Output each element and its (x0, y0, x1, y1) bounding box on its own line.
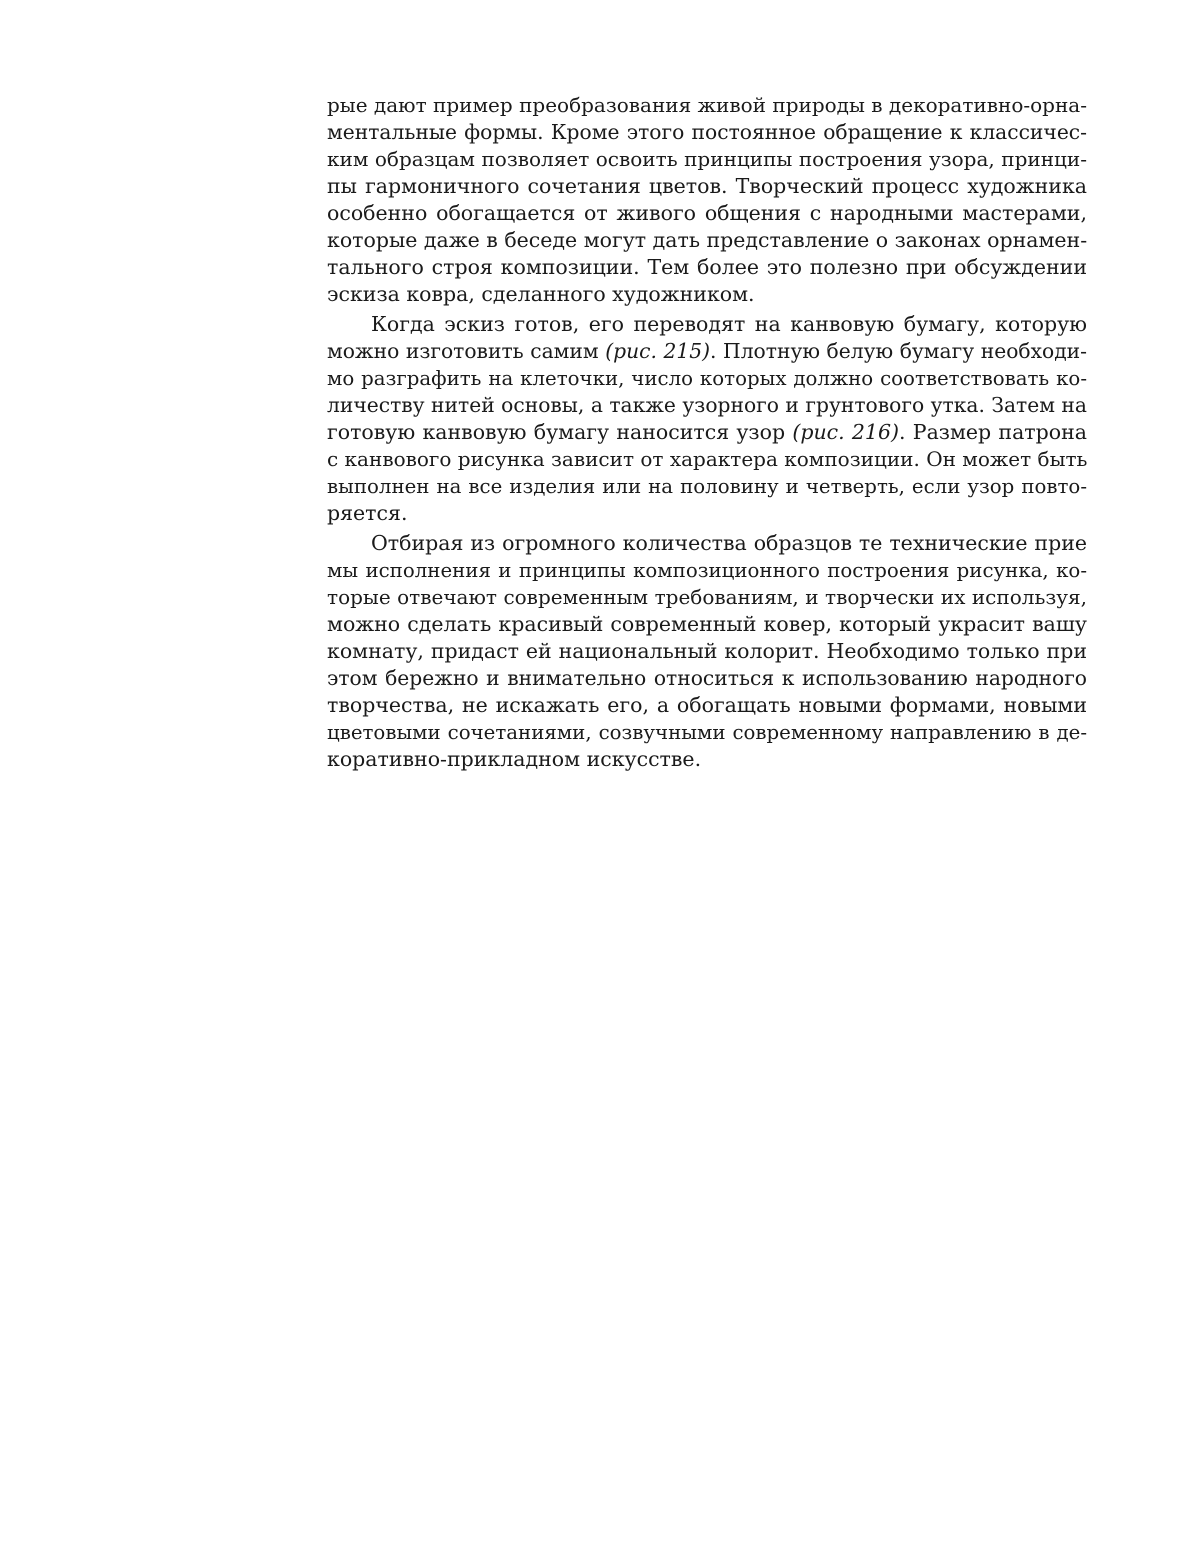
text-line: мо разграфить на клеточки, число которых должно соответствовать ко- (327, 367, 1087, 390)
paragraph-1 (327, 92, 1087, 308)
text-segment: . Размер патрона (899, 420, 1087, 444)
text-line: тального строя композиции. Тем более это полезно при обсуждении (327, 255, 1087, 279)
text-line: этом бережно и внимательно относиться к использованию народного (327, 666, 1087, 690)
text-line-with-figure-ref (327, 338, 1087, 365)
text-segment: можно изготовить самим (327, 339, 599, 363)
text-line: торые отвечают современным требованиям, и творчески их используя, (327, 585, 1087, 609)
text-line: Отбирая из огромного количества образцов те технические прие (371, 531, 1087, 555)
figure-reference: (рис. 215) (605, 339, 711, 363)
text-line: Когда эскиз готов, его переводят на канвовую бумагу, которую (371, 312, 1087, 336)
text-line: можно сделать красивый современный ковер, который украсит вашу (327, 612, 1087, 636)
text-line: с канвового рисунка зависит от характера композиции. Он может быть (327, 447, 1087, 471)
paragraph-2 (327, 311, 1087, 527)
text-line: комнату, придаст ей национальный колорит. Необходимо только при (327, 639, 1087, 663)
text-line: выполнен на все изделия или на половину и четверть, если узор повто- (327, 475, 1087, 498)
text-line: творчества, не искажать его, а обогащать новыми формами, новыми (327, 693, 1087, 717)
text-line: особенно обогащается от живого общения с народными мастерами, (327, 201, 1087, 225)
body-text (327, 92, 1087, 773)
text-line: цветовыми сочетаниями, созвучными современному направлению в де- (327, 721, 1087, 744)
text-line-with-figure-ref (327, 419, 1087, 446)
text-line: которые даже в беседе могут дать представление о законах орнамен- (327, 228, 1087, 252)
figure-reference: (рис. 216) (792, 420, 900, 444)
text-line: ким образцам позволяет освоить принципы построения узора, принци- (327, 147, 1087, 171)
text-line: ментальные формы. Кроме этого постоянное обращение к классичес- (327, 120, 1087, 144)
text-segment: готовую канвовую бумагу наносится узор (327, 420, 786, 444)
text-line: коративно-прикладном искусстве. (327, 747, 702, 771)
text-line: рые дают пример преобразования живой природы в декоративно-орна- (327, 93, 1087, 117)
text-line: личеству нитей основы, а также узорного и грунтового утка. Затем на (327, 393, 1087, 417)
text-line: мы исполнения и принципы композиционного построения рисунка, ко- (327, 559, 1087, 582)
text-line: ряется. (327, 501, 408, 525)
text-line: эскиза ковра, сделанного художником. (327, 282, 755, 306)
text-line: пы гармоничного сочетания цветов. Творческий процесс художника (327, 174, 1087, 198)
paragraph-3 (327, 530, 1087, 773)
text-segment: . Плотную белую бумагу необходи- (710, 339, 1087, 363)
